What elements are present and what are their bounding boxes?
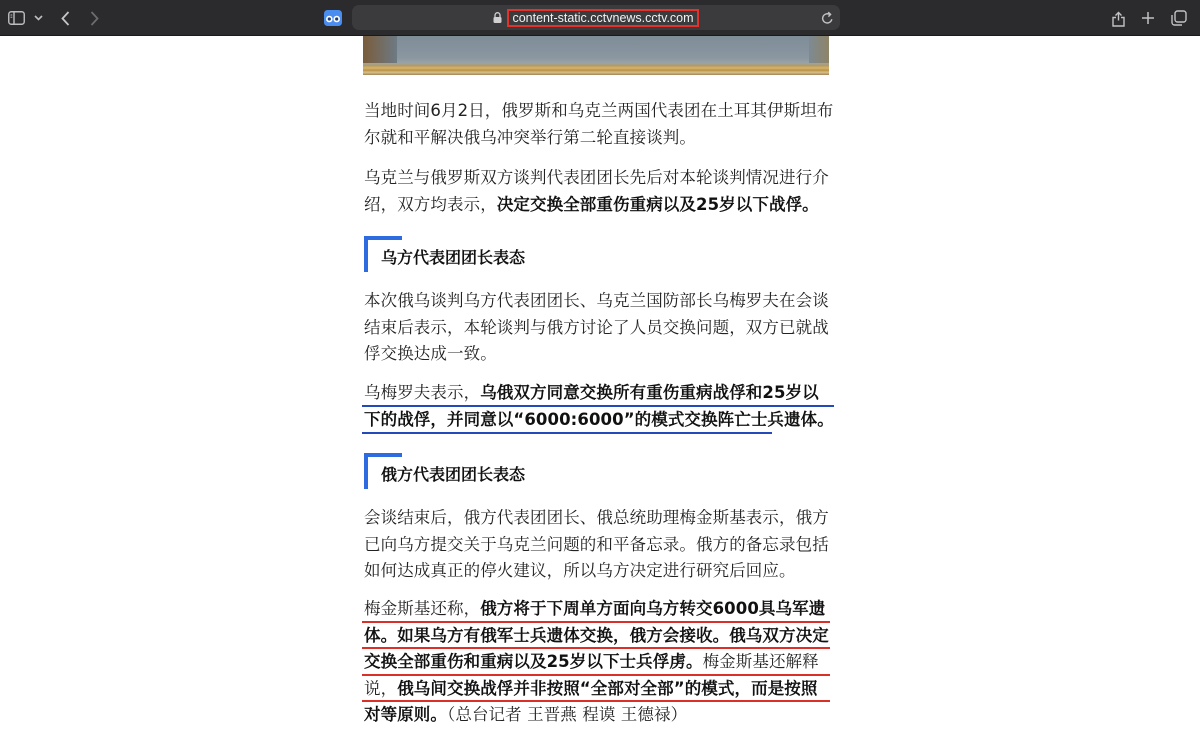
paragraph-4-bold: 乌俄双方同意交换所有重伤重病战俘和25岁以下的战俘，并同意以“6000:6000”的模式交换阵亡士兵遗体。 [364, 383, 834, 429]
paragraph-2-bold: 决定交换全部重伤重病以及25岁以下战俘。 [496, 194, 819, 214]
paragraph-3-text: 本次俄乌谈判乌方代表团团长、乌克兰国防部长乌梅罗夫在会谈结束后表示，本轮谈判与俄方讨论了人员交换问题，双方已就战俘交换达成一致。 [364, 291, 829, 363]
paragraph-5-text: 会谈结束后，俄方代表团团长、俄总统助理梅金斯基表示，俄方已向乌方提交关于乌克兰问题的和平备忘录。俄方的备忘录包括如何达成真正的停火建议，所以乌方决定进行研究后回应。 [364, 508, 829, 580]
tab-overview-icon[interactable] [1170, 6, 1188, 30]
browser-toolbar [0, 0, 1200, 36]
paragraph-1-text: 当地时间6月2日，俄罗斯和乌克兰两国代表团在土耳其伊斯坦布尔就和平解决俄乌冲突举行第二轮直接谈判。 [364, 101, 834, 147]
lock-icon [493, 12, 502, 23]
extension-icon[interactable] [323, 6, 343, 30]
paragraph-6-bold: 俄方将于下周单方面向乌方转交6000具乌军遗体。如果乌方有俄军士兵遗体交换，俄方会接收。俄乌双方决定交换全部重伤和重病以及25岁以下士兵俘虏。 [364, 599, 829, 671]
chevron-down-icon[interactable] [32, 6, 44, 30]
paragraph-2-text: 乌克兰与俄罗斯双方谈判代表团团长先后对本轮谈判情况进行介绍，双方均表示， [364, 168, 829, 214]
page-content [0, 36, 1200, 733]
hero-image-edge-right [809, 36, 829, 63]
hero-image-edge-left [363, 36, 397, 63]
share-icon[interactable] [1110, 6, 1126, 30]
paragraph-2 [364, 165, 834, 218]
article-hero-image [363, 36, 829, 75]
reload-icon[interactable] [821, 10, 834, 29]
paragraph-6-text: 梅金斯基还称， [364, 599, 481, 618]
paragraph-6 [364, 596, 834, 729]
section-header-russia [364, 453, 664, 489]
paragraph-6-bold: 俄乌间交换战俘并非按照“全部对全部”的模式，而是按照对等原则。 [364, 678, 818, 724]
article-credit: （总台记者 王晋燕 程谟 王德禄） [447, 705, 688, 724]
back-icon[interactable] [58, 6, 72, 30]
highlight-underline [362, 432, 772, 434]
paragraph-5 [364, 505, 834, 585]
section-header-ukraine [364, 236, 664, 272]
section-accent-top [364, 453, 402, 457]
paragraph-1 [364, 98, 834, 151]
section-accent-bar [364, 236, 368, 272]
address-bar[interactable] [352, 5, 840, 30]
section-title: 乌方代表团团长表态 [381, 248, 526, 267]
highlight-underline [362, 647, 830, 649]
section-title: 俄方代表团团长表态 [381, 465, 526, 484]
highlight-underline [362, 405, 834, 407]
section-accent-bar [364, 453, 368, 489]
plus-icon[interactable] [1140, 6, 1156, 30]
paragraph-6-text: 梅金斯基还解释说， [364, 652, 819, 698]
highlight-underline [362, 674, 830, 676]
forward-icon[interactable] [87, 6, 101, 30]
highlight-underline [362, 700, 830, 702]
paragraph-4-text: 乌梅罗夫表示， [364, 383, 481, 402]
sidebar-icon[interactable] [7, 6, 25, 30]
paragraph-3 [364, 288, 834, 368]
url-text[interactable]: content-static.cctvnews.cctv.com [507, 9, 698, 27]
highlight-underline [362, 621, 830, 623]
section-accent-top [364, 236, 402, 240]
